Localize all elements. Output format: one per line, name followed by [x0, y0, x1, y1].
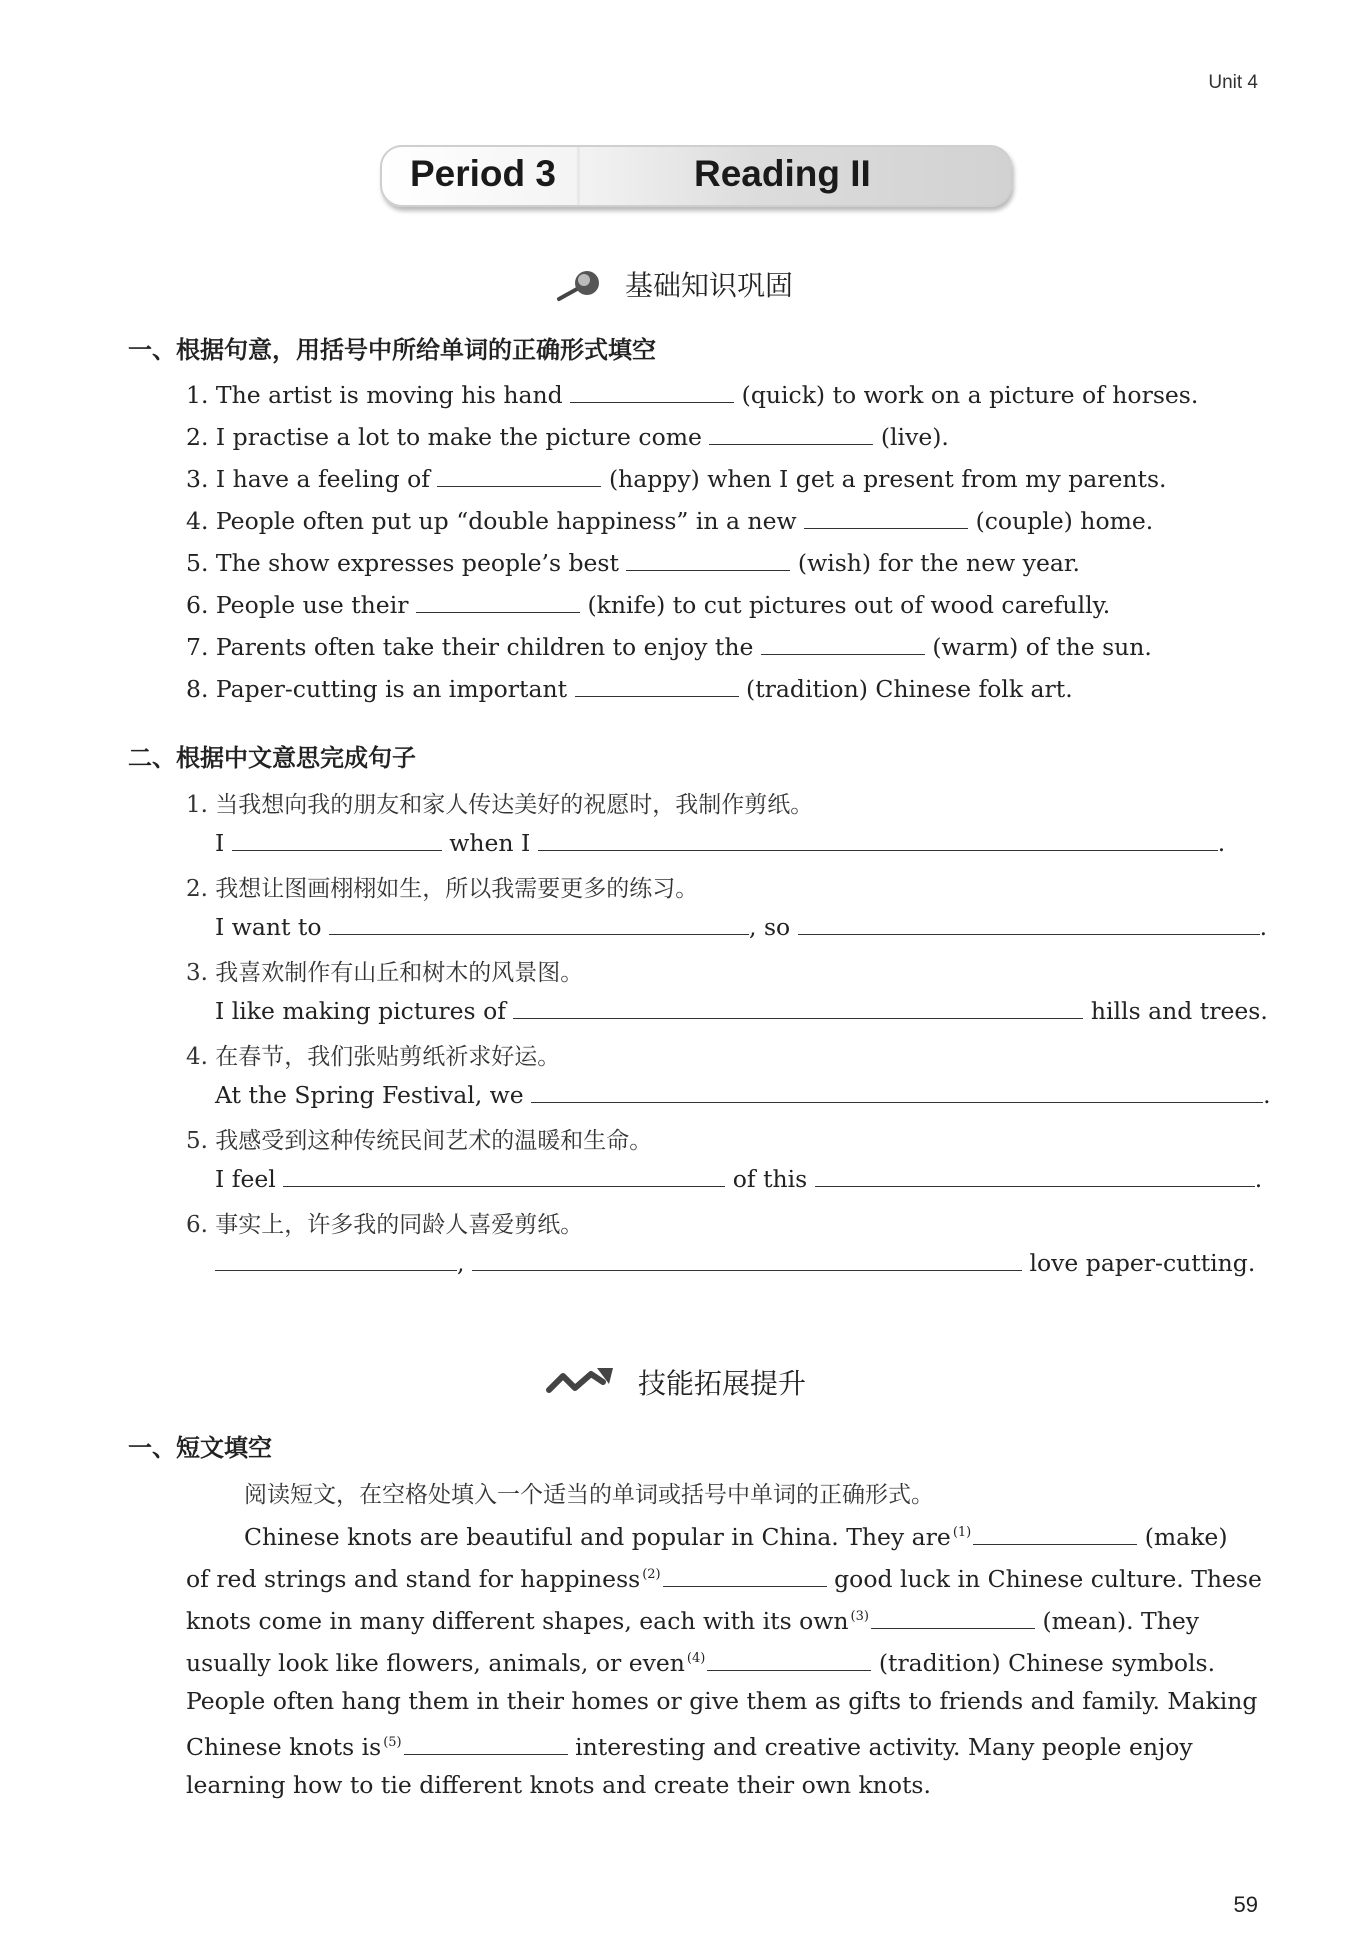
translate-item-1-zh: 1. 当我想向我的朋友和家人传达美好的祝愿时，我制作剪纸。	[186, 792, 814, 818]
answer-blank[interactable]	[570, 380, 734, 403]
page-number: 59	[1233, 1892, 1258, 1917]
answer-blank[interactable]	[804, 506, 968, 529]
section-title-basic: 基础知识巩固	[625, 269, 794, 302]
magnifier-icon	[555, 265, 607, 309]
trend-arrow-icon	[545, 1364, 615, 1402]
period-banner	[380, 145, 1012, 207]
answer-blank[interactable]	[437, 464, 601, 487]
translate-item-4-en: At the Spring Festival, we .	[215, 1081, 1271, 1109]
section-title-skills: 技能拓展提升	[638, 1367, 807, 1400]
fill-item-6: 6. People use their (knife) to cut pictures out of wood carefully.	[186, 591, 1111, 619]
answer-blank[interactable]	[329, 912, 749, 935]
passage-line-5: People often hang them in their homes or give them as gifts to friends and family. Making	[186, 1687, 1258, 1715]
fill-item-1: 1. The artist is moving his hand (quick) to work on a picture of horses.	[186, 381, 1199, 409]
answer-blank[interactable]	[798, 912, 1260, 935]
blank-marker-3: (3)	[850, 1609, 869, 1624]
answer-blank[interactable]	[215, 1248, 457, 1271]
passage-line-6: Chinese knots is $^{(5)}$ interesting and creative activity. Many people enjoy	[186, 1732, 1193, 1761]
passage-line-4: usually look like flowers, animals, or even $^{(4)}$ (tradition) Chinese symbols.	[186, 1648, 1216, 1677]
cloze-blank-1[interactable]	[973, 1522, 1137, 1545]
fill-item-5: 5. The show expresses people’s best (wish) for the new year.	[186, 549, 1081, 577]
translate-item-5-en: I feel of this .	[215, 1165, 1263, 1193]
blank-marker-1: (1)	[952, 1525, 972, 1540]
unit-label: Unit 4	[1208, 72, 1258, 93]
cloze-blank-3[interactable]	[871, 1606, 1035, 1629]
cloze-heading: 一、短文填空	[128, 1434, 272, 1462]
cloze-blank-5[interactable]	[404, 1732, 568, 1755]
answer-blank[interactable]	[538, 828, 1218, 851]
translate-item-2-zh: 2. 我想让图画栩栩如生，所以我需要更多的练习。	[186, 876, 699, 902]
period-title: Reading II	[694, 153, 871, 194]
part1-heading: 一、根据句意，用括号中所给单词的正确形式填空	[128, 336, 656, 364]
answer-blank[interactable]	[709, 422, 873, 445]
fill-item-8: 8. Paper-cutting is an important (tradition) Chinese folk art.	[186, 675, 1073, 703]
answer-blank[interactable]	[575, 674, 739, 697]
answer-blank[interactable]	[472, 1248, 1022, 1271]
cloze-blank-2[interactable]	[663, 1564, 827, 1587]
answer-blank[interactable]	[815, 1164, 1255, 1187]
answer-blank[interactable]	[626, 548, 790, 571]
cloze-instruction: 阅读短文，在空格处填入一个适当的单词或括号中单词的正确形式。	[244, 1482, 934, 1508]
answer-blank[interactable]	[531, 1080, 1263, 1103]
blank-marker-2: (2)	[642, 1567, 661, 1582]
fill-item-4: 4. People often put up “double happiness” in a new (couple) home.	[186, 507, 1154, 535]
answer-blank[interactable]	[416, 590, 580, 613]
part2-heading: 二、根据中文意思完成句子	[128, 744, 416, 772]
fill-item-7: 7. Parents often take their children to enjoy the (warm) of the sun.	[186, 633, 1152, 661]
answer-blank[interactable]	[283, 1164, 725, 1187]
blank-marker-5: (5)	[383, 1735, 402, 1750]
answer-blank[interactable]	[232, 828, 442, 851]
passage-line-3: knots come in many different shapes, each with its own $^{(3)}$ (mean). They	[186, 1606, 1200, 1635]
passage-line-2: of red strings and stand for happiness $^{(2)}$ good luck in Chinese culture. These	[186, 1564, 1262, 1593]
passage-line-1: Chinese knots are beautiful and popular in China. They are $^{(1)}$ (make)	[244, 1522, 1228, 1551]
fill-item-3: 3. I have a feeling of (happy) when I get a present from my parents.	[186, 465, 1167, 493]
answer-blank[interactable]	[513, 996, 1083, 1019]
cloze-blank-4[interactable]	[707, 1648, 871, 1671]
fill-item-2: 2. I practise a lot to make the picture come (live).	[186, 423, 949, 451]
banner-divider	[577, 147, 580, 205]
translate-item-3-zh: 3. 我喜欢制作有山丘和树木的风景图。	[186, 960, 584, 986]
translate-item-3-en: I like making pictures of hills and trees.	[215, 997, 1268, 1025]
translate-item-6-zh: 6. 事实上，许多我的同龄人喜爱剪纸。	[186, 1212, 584, 1238]
blank-marker-4: (4)	[686, 1651, 706, 1666]
translate-item-4-zh: 4. 在春节，我们张贴剪纸祈求好运。	[186, 1044, 561, 1070]
translate-item-5-zh: 5. 我感受到这种传统民间艺术的温暖和生命。	[186, 1128, 653, 1154]
translate-item-6-en: , love paper-cutting.	[215, 1248, 1255, 1278]
translate-item-2-en: I want to , so .	[215, 913, 1268, 941]
passage-line-7: learning how to tie different knots and create their own knots.	[186, 1771, 931, 1799]
period-number: Period 3	[410, 153, 556, 194]
translate-item-1-en: I when I .	[215, 829, 1226, 857]
answer-blank[interactable]	[761, 632, 925, 655]
